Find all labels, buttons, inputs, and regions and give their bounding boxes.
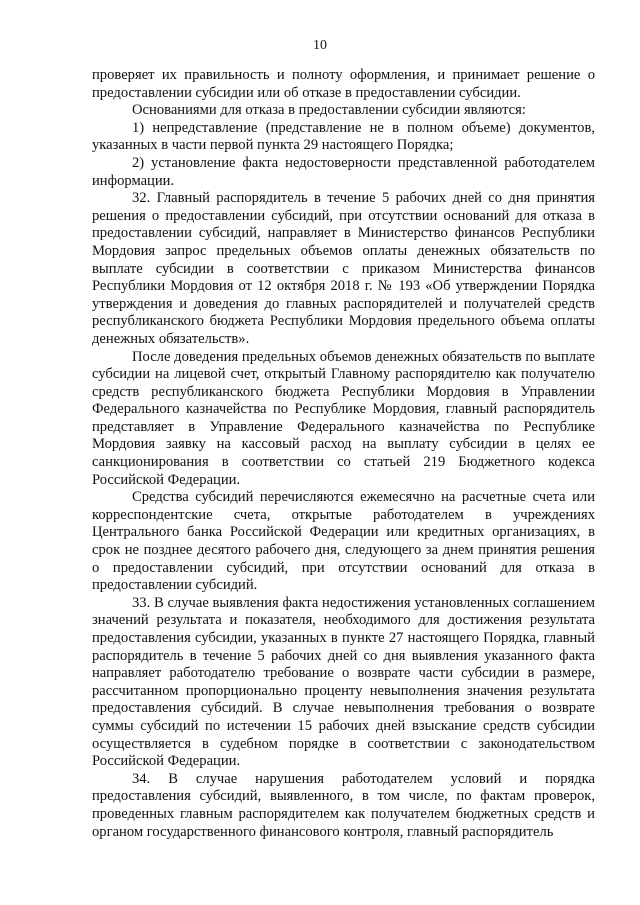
paragraph-budget-limits: После доведения предельных объемов денежных обязательств по выплате субсидии на лицевой счет, открытый Главному распорядителю как получателю средств республиканского бюджета Республики Мордовия в Управлении Федерального казначейства по Республике Мордовия, главный распорядитель представляет в Управление Федерального казначейства по Республике Мордовия заявку на кассовый расход на выплату субсидии в целях ее санкционирования в соответствии со статьей 219 Бюджетного кодекса Российской Федерации. — [92, 348, 595, 488]
document-body — [92, 67, 595, 841]
paragraph-transfer-of-funds: Средства субсидий перечисляются ежемесячно на расчетные счета или корреспондентские счета, открытые работодателем в учреждениях Центрального банка Российской Федерации или кредитных организациях, в срок не позднее десятого рабочего дня, следующего за днем принятия решения о предоставлении субсидий, при отсутствии оснований для отказа в предоставлении субсидий. — [92, 489, 595, 594]
paragraph-clause-33: 33. В случае выявления факта недостижения установленных соглашением значений результата и показателя, необходимого для достижения результата предоставления субсидии, указанных в пункте 27 настоящего Порядка, главный распорядитель в течение 5 рабочих дней со дня выявления указанного факта направляет работодателю требование о возврате части субсидии в размере, рассчитанном пропорционально проценту невыполнения значения результата предоставления субсидий. В случае невыполнения требования о возврате суммы субсидий по истечении 15 рабочих дней взыскание средств субсидии осуществляется в судебном порядке в соответствии с законодательством Российской Федерации. — [92, 594, 595, 770]
paragraph-refusal-grounds-intro: Основаниями для отказа в предоставлении субсидии являются: — [132, 102, 526, 119]
page-number: 10 — [313, 38, 327, 53]
paragraph-continuation: проверяет их правильность и полноту оформления, и принимает решение о предоставлении субсидии или об отказе в предоставлении субсидии. — [92, 67, 595, 101]
paragraph-clause-34: 34. В случае нарушения работодателем условий и порядка предоставления субсидий, выявленного, в том числе, по фактам проверок, проведенных главным распорядителем как получателем бюджетных средств и органом государственного финансового контроля, главный распорядитель — [92, 770, 595, 840]
paragraph-refusal-ground-2: 2) установление факта недостоверности представленной работодателем информации. — [92, 154, 595, 189]
paragraph-refusal-ground-1: 1) непредставление (представление не в полном объеме) документов, указанных в части первой пункта 29 настоящего Порядка; — [92, 119, 595, 154]
paragraph-clause-32: 32. Главный распорядитель в течение 5 рабочих дней со дня принятия решения о предоставлении субсидий, при отсутствии оснований для отказа в предоставлении субсидий, направляет в Министерство финансов Республики Мордовия запрос предельных объемов оплаты денежных обязательств по выплате субсидии в соответствии с приказом Министерства финансов Республики Мордовия от 12 октября 2018 г. № 193 «Об утверждении Порядка утверждения и доведения до главных распорядителей и получателей средств республиканского бюджета Республики Мордовия предельного объема оплаты денежных обязательств». — [92, 190, 595, 347]
